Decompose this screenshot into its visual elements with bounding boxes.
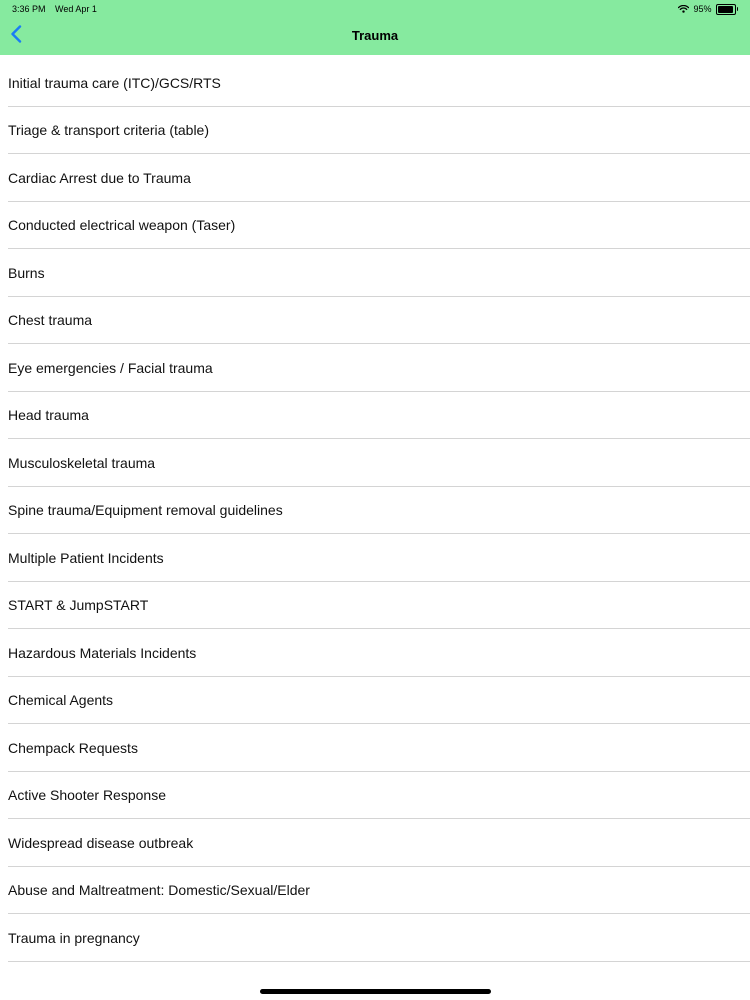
- list-item[interactable]: [0, 154, 750, 202]
- list-item[interactable]: [0, 392, 750, 440]
- list-item[interactable]: [0, 202, 750, 250]
- battery-fill: [718, 6, 733, 13]
- status-bar: [0, 0, 750, 18]
- list-item[interactable]: [0, 914, 750, 962]
- battery-body: [716, 4, 736, 15]
- list-item-label: Hazardous Materials Incidents: [8, 644, 197, 661]
- list-item-label: Trauma in pregnancy: [8, 929, 140, 946]
- list-item[interactable]: [0, 867, 750, 915]
- list-item-label: Widespread disease outbreak: [8, 834, 194, 851]
- status-right: [678, 2, 738, 16]
- list-item-label: Triage & transport criteria (table): [8, 122, 209, 139]
- nav-bar: [0, 18, 750, 55]
- list-item-label: Head trauma: [8, 407, 89, 424]
- list-item[interactable]: [0, 107, 750, 155]
- page-title: Trauma: [351, 28, 399, 43]
- list-item-label: Eye emergencies / Facial trauma: [8, 359, 213, 376]
- list-item-label: Conducted electrical weapon (Taser): [8, 217, 236, 234]
- list-item-label: Chempack Requests: [8, 739, 138, 756]
- list-item[interactable]: [0, 819, 750, 867]
- list-item[interactable]: [0, 629, 750, 677]
- list-item[interactable]: [0, 582, 750, 630]
- status-date: Wed Apr 1: [55, 4, 97, 14]
- wifi-icon: [678, 5, 689, 13]
- list-item-label: Chemical Agents: [8, 692, 114, 709]
- list-item[interactable]: [0, 439, 750, 487]
- header: [0, 0, 750, 55]
- list-item[interactable]: [0, 677, 750, 725]
- topic-list: [0, 59, 750, 962]
- battery-tip: [737, 7, 739, 11]
- status-time: 3:36 PM: [12, 4, 46, 14]
- list-item[interactable]: [0, 249, 750, 297]
- list-item[interactable]: [0, 344, 750, 392]
- list-item[interactable]: [0, 297, 750, 345]
- list-item-label: Active Shooter Response: [8, 787, 166, 804]
- battery-icon: [716, 4, 739, 15]
- list-item-label: Abuse and Maltreatment: Domestic/Sexual/Elder: [8, 882, 310, 899]
- list-item-label: Cardiac Arrest due to Trauma: [8, 169, 191, 186]
- list-item-label: Burns: [8, 264, 45, 281]
- list-item-label: Multiple Patient Incidents: [8, 549, 164, 566]
- battery-percent: 95%: [693, 4, 712, 14]
- list-item-label: START & JumpSTART: [8, 597, 149, 614]
- list-item-label: Chest trauma: [8, 312, 93, 329]
- list-item-label: Musculoskeletal trauma: [8, 454, 156, 471]
- list-item[interactable]: [0, 59, 750, 107]
- list-item[interactable]: [0, 534, 750, 582]
- list-item[interactable]: [0, 487, 750, 535]
- home-indicator[interactable]: [260, 989, 491, 994]
- list-item-label: Spine trauma/Equipment removal guidelines: [8, 502, 283, 519]
- list-item[interactable]: [0, 724, 750, 772]
- list-item-label: Initial trauma care (ITC)/GCS/RTS: [8, 74, 221, 91]
- list-item[interactable]: [0, 772, 750, 820]
